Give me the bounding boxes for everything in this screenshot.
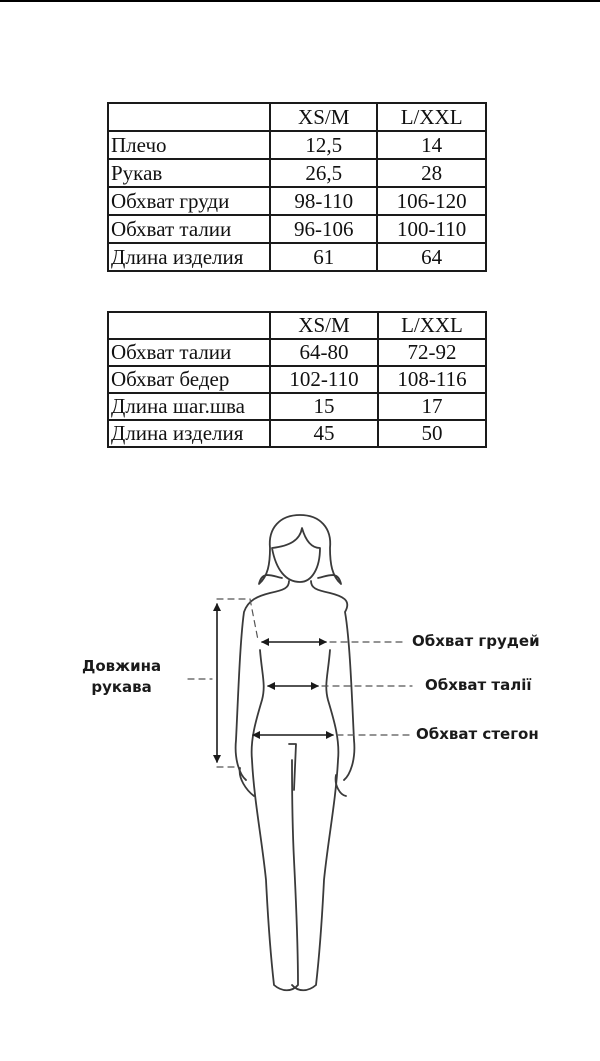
chest-label: Обхват грудей [412,632,540,650]
row-label: Обхват бедер [108,366,270,393]
table-row [108,339,486,366]
top-size-table [107,102,487,272]
header-cell-empty [108,312,270,339]
row-label: Обхват талии [108,215,270,243]
cell-l-xxl: 100-110 [377,215,486,243]
bottom-size-table [107,311,487,448]
row-label: Плечо [108,131,270,159]
header-cell-xs-m: XS/M [270,103,377,131]
cell-l-xxl: 28 [377,159,486,187]
table-row [108,159,486,187]
header-cell-l-xxl: L/XXL [378,312,486,339]
cell-xs-m: 64-80 [270,339,378,366]
row-label: Обхват груди [108,187,270,215]
cell-xs-m: 102-110 [270,366,378,393]
table-header-row [108,103,486,131]
row-label: Длина изделия [108,420,270,447]
table-row [108,187,486,215]
hips-label: Обхват стегон [416,725,539,743]
table-row [108,131,486,159]
header-cell-empty [108,103,270,131]
cell-l-xxl: 72-92 [378,339,486,366]
cell-xs-m: 45 [270,420,378,447]
cell-xs-m: 96-106 [270,215,377,243]
body-outline-icon [0,500,600,1000]
row-label: Длина изделия [108,243,270,271]
cell-xs-m: 12,5 [270,131,377,159]
cell-xs-m: 61 [270,243,377,271]
top-border-line [0,0,600,2]
row-label: Рукав [108,159,270,187]
table-header-row [108,312,486,339]
sleeve-label-line1: Довжина [82,657,162,675]
table-row [108,393,486,420]
cell-xs-m: 15 [270,393,378,420]
waist-label: Обхват талії [425,676,532,694]
cell-xs-m: 98-110 [270,187,377,215]
cell-xs-m: 26,5 [270,159,377,187]
row-label: Обхват талии [108,339,270,366]
table-row [108,366,486,393]
row-label: Длина шаг.шва [108,393,270,420]
cell-l-xxl: 14 [377,131,486,159]
table-row [108,215,486,243]
measurement-figure [0,500,600,1000]
cell-l-xxl: 17 [378,393,486,420]
table-row [108,420,486,447]
sleeve-label-line2: рукава [91,678,152,696]
header-cell-l-xxl: L/XXL [377,103,486,131]
header-cell-xs-m: XS/M [270,312,378,339]
cell-l-xxl: 106-120 [377,187,486,215]
cell-l-xxl: 64 [377,243,486,271]
table-row [108,243,486,271]
sleeve-length-label [82,656,161,698]
cell-l-xxl: 50 [378,420,486,447]
cell-l-xxl: 108-116 [378,366,486,393]
